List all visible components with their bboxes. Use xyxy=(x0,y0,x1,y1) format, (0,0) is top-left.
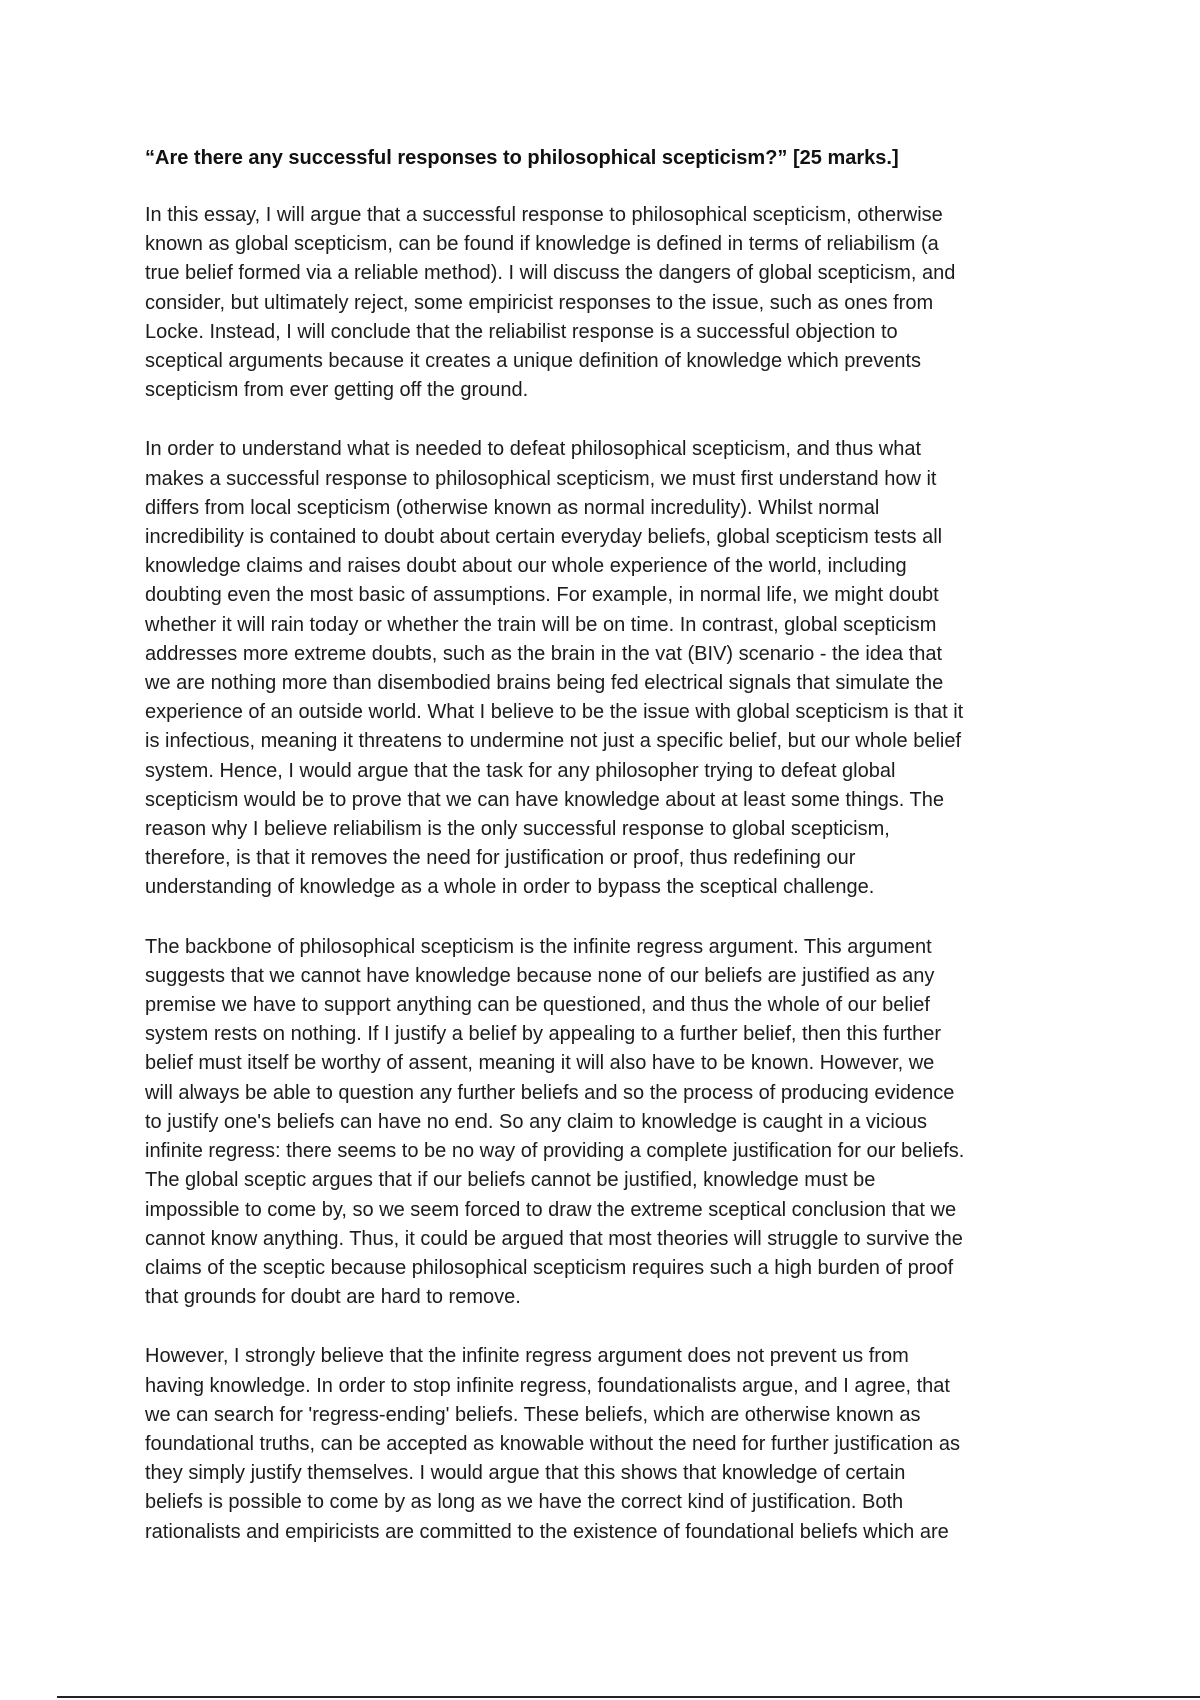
paragraph-line: addresses more extreme doubts, such as the brain in the vat (BIV) scenario - the idea that xyxy=(145,642,943,665)
paragraph-line: The backbone of philosophical scepticism is the infinite regress argument. This argument xyxy=(145,935,932,958)
paragraph-line: understanding of knowledge as a whole in order to bypass the sceptical challenge. xyxy=(145,876,875,899)
paragraph-line: reason why I believe reliabilism is the only successful response to global scepticism, xyxy=(145,818,890,841)
paragraph-line: incredibility is contained to doubt about certain everyday beliefs, global scepticism tests all xyxy=(145,526,943,549)
paragraph-line: impossible to come by, so we seem forced to draw the extreme sceptical conclusion that we xyxy=(145,1198,957,1221)
paragraph-line: claims of the sceptic because philosophical scepticism requires such a high burden of proof xyxy=(145,1256,954,1279)
paragraph-line: The global sceptic argues that if our beliefs cannot be justified, knowledge must be xyxy=(145,1169,876,1192)
paragraph-line: scepticism from ever getting off the ground. xyxy=(145,379,529,402)
paragraph-line: premise we have to support anything can be questioned, and thus the whole of our belief xyxy=(145,994,930,1017)
paragraph-line: differs from local scepticism (otherwise known as normal incredulity). Whilst normal xyxy=(145,496,880,519)
paragraph-line: However, I strongly believe that the infinite regress argument does not prevent us from xyxy=(145,1345,909,1368)
paragraph-line: is infectious, meaning it threatens to undermine not just a specific belief, but our whole belief xyxy=(145,730,962,753)
paragraph-line: having knowledge. In order to stop infinite regress, foundationalists argue, and I agree, that xyxy=(145,1374,950,1397)
essay-title: “Are there any successful responses to philosophical scepticism?” [25 marks.] xyxy=(145,147,899,169)
paragraph-line: sceptical arguments because it creates a unique definition of knowledge which prevents xyxy=(145,350,922,373)
paragraph-line: consider, but ultimately reject, some empiricist responses to the issue, such as ones from xyxy=(145,291,934,314)
paragraph-line: In order to understand what is needed to defeat philosophical scepticism, and thus what xyxy=(145,438,922,461)
essay-body xyxy=(145,143,1060,1577)
paragraph-line: we can search for 'regress-ending' beliefs. These beliefs, which are otherwise known as xyxy=(145,1403,921,1426)
paragraph-line: knowledge claims and raises doubt about our whole experience of the world, including xyxy=(145,555,907,578)
paragraph-line: doubting even the most basic of assumptions. For example, in normal life, we might doubt xyxy=(145,584,939,607)
paragraph-line: beliefs is possible to come by as long as we have the correct kind of justification. Both xyxy=(145,1491,904,1514)
paragraph-line: makes a successful response to philosophical scepticism, we must first understand how it xyxy=(145,467,937,490)
paragraph-line: rationalists and empiricists are committed to the existence of foundational beliefs which are xyxy=(145,1520,949,1543)
paragraph-line: scepticism would be to prove that we can have knowledge about at least some things. The xyxy=(145,788,944,811)
paragraph-line: infinite regress: there seems to be no way of providing a complete justification for our beliefs. xyxy=(145,1140,965,1163)
paragraph-line: belief must itself be worthy of assent, meaning it will also have to be known. However, we xyxy=(145,1052,935,1075)
essay-paragraph-4 xyxy=(145,1342,1060,1546)
paragraph-line: will always be able to question any further beliefs and so the process of producing evidence xyxy=(145,1081,955,1104)
paragraph-line: that grounds for doubt are hard to remove. xyxy=(145,1286,521,1309)
paragraph-line: system. Hence, I would argue that the task for any philosopher trying to defeat global xyxy=(145,759,896,782)
paragraph-line: whether it will rain today or whether the train will be on time. In contrast, global scepticism xyxy=(145,613,937,636)
essay-paragraph-1 xyxy=(145,201,1060,405)
page-bottom-rule xyxy=(57,1696,1200,1698)
paragraph-line: they simply justify themselves. I would argue that this shows that knowledge of certain xyxy=(145,1462,906,1485)
paragraph-line: cannot know anything. Thus, it could be argued that most theories will struggle to survive the xyxy=(145,1227,963,1250)
paragraph-container xyxy=(145,201,1060,1547)
paragraph-line: system rests on nothing. If I justify a belief by appealing to a further belief, then this further xyxy=(145,1023,941,1046)
paragraph-line: In this essay, I will argue that a successful response to philosophical scepticism, otherwise xyxy=(145,204,943,226)
paragraph-line: suggests that we cannot have knowledge because none of our beliefs are justified as any xyxy=(145,964,935,987)
paragraph-line: true belief formed via a reliable method). I will discuss the dangers of global scepticism, and xyxy=(145,262,956,285)
paragraph-line: foundational truths, can be accepted as knowable without the need for further justification as xyxy=(145,1432,960,1455)
essay-paragraph-2 xyxy=(145,435,1060,902)
paragraph-line: therefore, is that it removes the need for justification or proof, thus redefining our xyxy=(145,847,856,870)
paragraph-line: to justify one's beliefs can have no end. So any claim to knowledge is caught in a vicious xyxy=(145,1110,928,1133)
paragraph-line: known as global scepticism, can be found if knowledge is defined in terms of reliabilism (a xyxy=(145,233,939,256)
essay-paragraph-3 xyxy=(145,933,1060,1313)
paragraph-line: we are nothing more than disembodied brains being fed electrical signals that simulate the xyxy=(145,672,944,695)
paragraph-line: Locke. Instead, I will conclude that the reliabilist response is a successful objection to xyxy=(145,320,898,343)
paragraph-line: experience of an outside world. What I believe to be the issue with global scepticism is that it xyxy=(145,701,964,724)
